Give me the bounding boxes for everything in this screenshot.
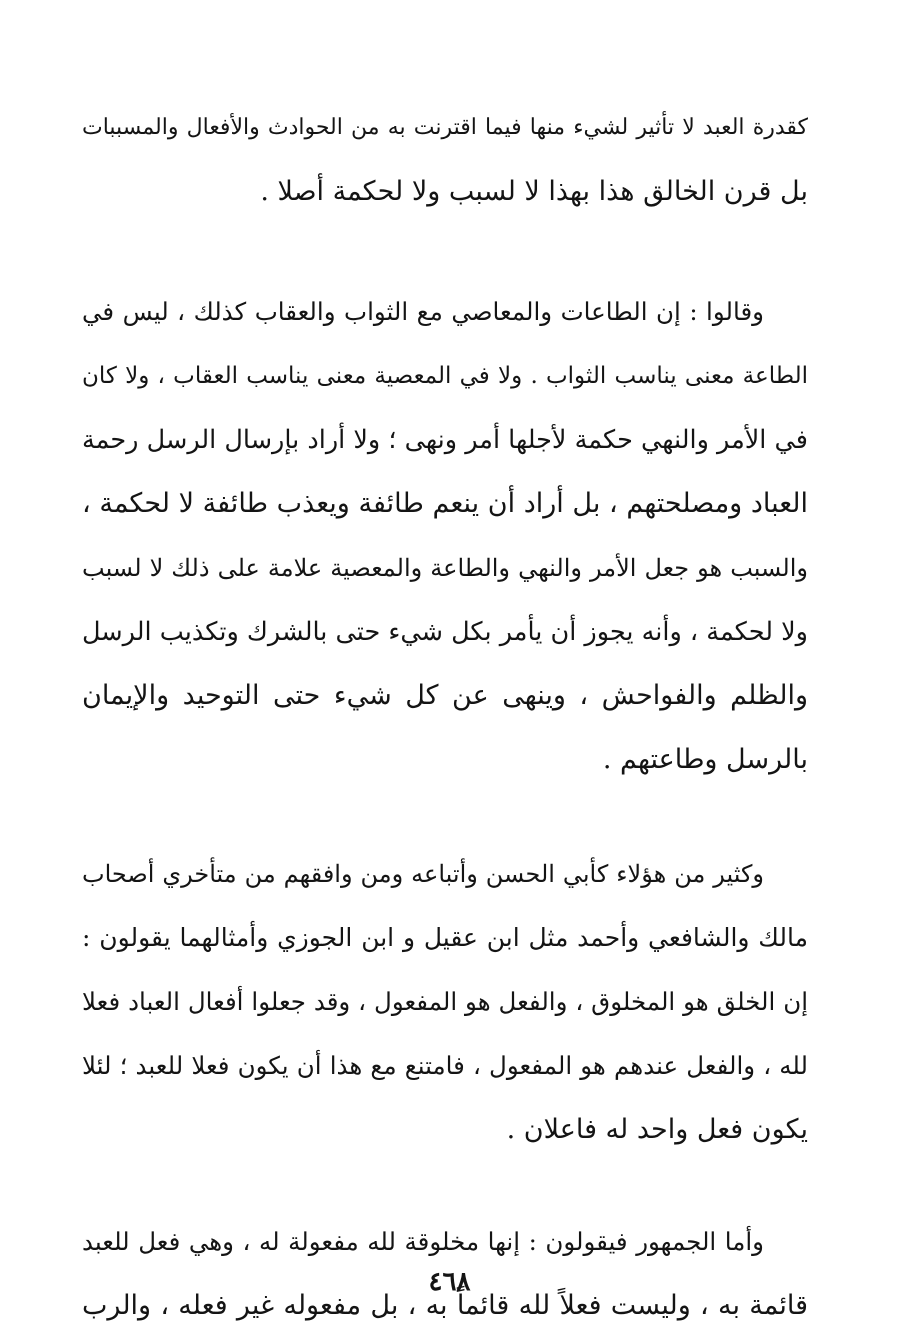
text-line: يكون فعل واحد له فاعلان . xyxy=(506,1114,808,1145)
paragraph-3 xyxy=(82,842,808,1162)
text-line: في الأمر والنهي حكمة لأجلها أمر ونهى ؛ ولا أراد بإرسال الرسل رحمة xyxy=(82,425,808,455)
text-line: بالرسل وطاعتهم . xyxy=(602,744,808,775)
text-line: لله ، والفعل عندهم هو المفعول ، فامتنع مع هذا أن يكون فعلا للعبد ؛ لئلا xyxy=(82,1051,808,1080)
text-line: وقالوا : إن الطاعات والمعاصي مع الثواب والعقاب كذلك ، ليس في xyxy=(82,297,764,326)
paragraph-spacer xyxy=(82,792,808,842)
text-line: الطاعة معنى يناسب الثواب . ولا في المعصية معنى يناسب العقاب ، ولا كان xyxy=(82,363,808,389)
text-line: والظلم والفواحش ، وينهى عن كل شيء حتى التوحيد والإيمان xyxy=(82,680,808,711)
text-line: والسبب هو جعل الأمر والنهي والطاعة والمعصية علامة على ذلك لا لسبب xyxy=(82,554,808,582)
text-line: وكثير من هؤلاء كأبي الحسن وأتباعه ومن وافقهم من متأخري أصحاب xyxy=(82,860,764,888)
text-line: مالك والشافعي وأحمد مثل ابن عقيل و ابن الجوزي وأمثالهما يقولون : xyxy=(82,923,808,952)
text-line: بل قرن الخالق هذا بهذا لا لسبب ولا لحكمة أصلا . xyxy=(260,176,808,207)
page-number: ٤٦٨ xyxy=(428,1267,471,1297)
text-line: ولا لحكمة ، وأنه يجوز أن يأمر بكل شيء حتى بالشرك وتكذيب الرسل xyxy=(82,617,808,647)
text-line: وأما الجمهور فيقولون : إنها مخلوقة لله مفعولة له ، وهي فعل للعبد xyxy=(82,1227,764,1256)
paragraph-1 xyxy=(82,96,808,224)
text-line: العباد ومصلحتهم ، بل أراد أن ينعم طائفة ويعذب طائفة لا لحكمة ، xyxy=(82,488,808,519)
text-line: قائمة به ، وليست فعلاً لله قائماً به ، بل مفعوله غير فعله ، والرب xyxy=(82,1290,808,1321)
text-line: كقدرة العبد لا تأثير لشيء منها فيما اقترنت به من الحوادث والأفعال والمسببات xyxy=(82,115,808,140)
text-line: إن الخلق هو المخلوق ، والفعل هو المفعول ، وقد جعلوا أفعال العباد فعلا xyxy=(82,987,808,1016)
paragraph-spacer xyxy=(82,224,808,280)
paragraph-2 xyxy=(82,280,808,792)
paragraph-spacer xyxy=(82,1162,808,1210)
